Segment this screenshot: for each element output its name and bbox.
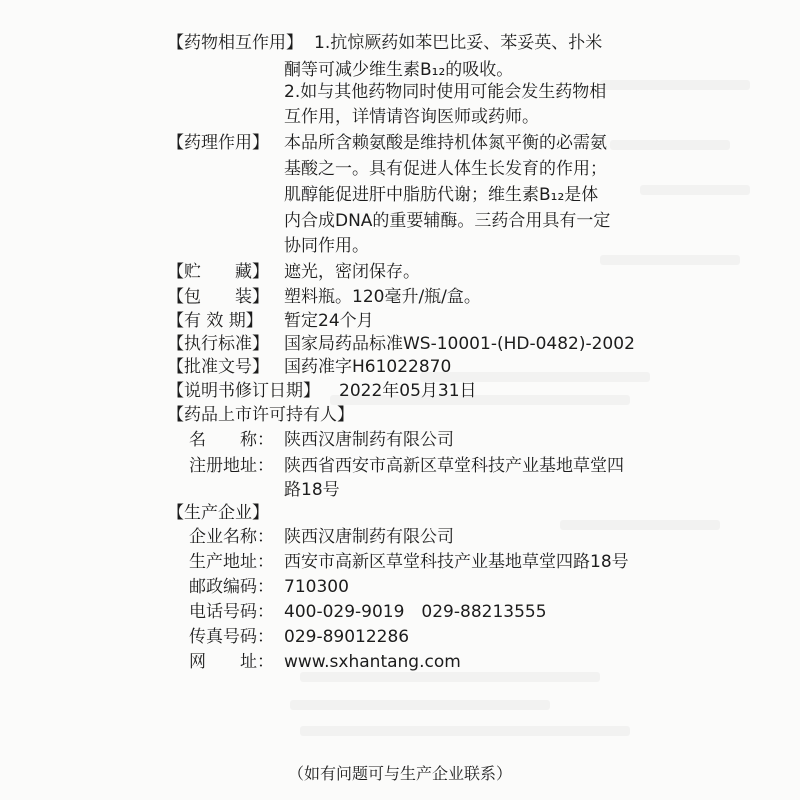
interaction-row-1 bbox=[167, 30, 787, 57]
revision-value: 2022年05月31日 bbox=[339, 381, 477, 401]
manufacturer-fax-row bbox=[167, 624, 787, 651]
standard-value: 国家局药品标准WS-10001-(HD-0482)-2002 bbox=[284, 334, 635, 354]
postal-label: 邮政编码： bbox=[189, 577, 274, 597]
manufacturer-address-row bbox=[167, 549, 787, 576]
manufacturer-web-row bbox=[167, 649, 787, 676]
pharmacology-row-2 bbox=[167, 156, 787, 183]
holder-address-row bbox=[167, 453, 787, 480]
pharmacology-line: 基酸之一。具有促进人体生长发育的作用； bbox=[284, 159, 607, 179]
holder-name-label: 名 称： bbox=[189, 430, 274, 450]
interaction-line: 酮等可减少维生素B₁₂的吸收。 bbox=[284, 60, 514, 80]
contact-note: （如有问题可与生产企业联系） bbox=[287, 764, 512, 783]
pharmacology-row-3 bbox=[167, 182, 787, 209]
website-value: www.sxhantang.com bbox=[284, 652, 461, 672]
holder-address-line: 路18号 bbox=[284, 480, 340, 500]
holder-name-row bbox=[167, 427, 787, 454]
interaction-row-3 bbox=[167, 79, 787, 106]
approval-value: 国药准字H61022870 bbox=[284, 357, 452, 377]
manufacturer-label: 【生产企业】 bbox=[167, 503, 269, 523]
manufacturer-postal-row bbox=[167, 574, 787, 601]
package-row bbox=[167, 284, 787, 311]
storage-value: 遮光，密闭保存。 bbox=[284, 262, 420, 282]
company-value: 陕西汉唐制药有限公司 bbox=[284, 527, 454, 547]
revision-row bbox=[167, 378, 787, 405]
approval-row bbox=[167, 354, 787, 381]
pharmacology-row-1 bbox=[167, 130, 787, 157]
holder-name-value: 陕西汉唐制药有限公司 bbox=[284, 430, 454, 450]
manufacturer-phone-row bbox=[167, 599, 787, 626]
production-address-label: 生产地址： bbox=[189, 552, 274, 572]
pharmacology-label: 【药理作用】 bbox=[167, 133, 269, 153]
pharmacology-row-4 bbox=[167, 208, 787, 235]
holder-label: 【药品上市许可持有人】 bbox=[167, 405, 354, 425]
phone-value: 400-029-9019 029-88213555 bbox=[284, 602, 547, 622]
storage-row bbox=[167, 259, 787, 286]
postal-value: 710300 bbox=[284, 577, 349, 597]
interaction-line: 互作用，详情请咨询医师或药师。 bbox=[284, 107, 539, 127]
holder-address-line: 陕西省西安市高新区草堂科技产业基地草堂四 bbox=[284, 456, 624, 476]
pharmacology-line: 肌醇能促进肝中脂肪代谢；维生素B₁₂是体 bbox=[284, 185, 599, 205]
production-address-value: 西安市高新区草堂科技产业基地草堂四路18号 bbox=[284, 552, 629, 572]
pharmacology-line: 本品所含赖氨酸是维持机体氮平衡的必需氨 bbox=[284, 133, 607, 153]
package-label: 【包 装】 bbox=[167, 287, 269, 307]
revision-label: 【说明书修订日期】 bbox=[167, 381, 320, 401]
pharmacology-line: 内合成DNA的重要辅酶。三药合用具有一定 bbox=[284, 211, 611, 231]
storage-label: 【贮 藏】 bbox=[167, 262, 269, 282]
manufacturer-company-row bbox=[167, 524, 787, 551]
validity-label: 【有 效 期】 bbox=[167, 311, 263, 331]
phone-label: 电话号码： bbox=[189, 602, 274, 622]
fax-label: 传真号码： bbox=[189, 627, 274, 647]
manufacturer-heading-row bbox=[167, 500, 787, 527]
pharmacology-line: 协同作用。 bbox=[284, 236, 369, 256]
package-value: 塑料瓶。120毫升/瓶/盒。 bbox=[284, 287, 481, 307]
interaction-label: 【药物相互作用】 bbox=[167, 33, 303, 53]
fax-value: 029-89012286 bbox=[284, 627, 410, 647]
approval-label: 【批准文号】 bbox=[167, 357, 269, 377]
website-label: 网 址： bbox=[189, 652, 274, 672]
holder-heading-row bbox=[167, 402, 787, 429]
validity-value: 暂定24个月 bbox=[284, 311, 374, 331]
interaction-row-4 bbox=[167, 104, 787, 131]
company-label: 企业名称： bbox=[189, 527, 274, 547]
interaction-line: 2.如与其他药物同时使用可能会发生药物相 bbox=[284, 82, 607, 102]
pharmacology-row-5 bbox=[167, 233, 787, 260]
standard-label: 【执行标准】 bbox=[167, 334, 269, 354]
holder-address-label: 注册地址： bbox=[189, 456, 274, 476]
interaction-line: 1.抗惊厥药如苯巴比妥、苯妥英、扑米 bbox=[314, 33, 603, 53]
